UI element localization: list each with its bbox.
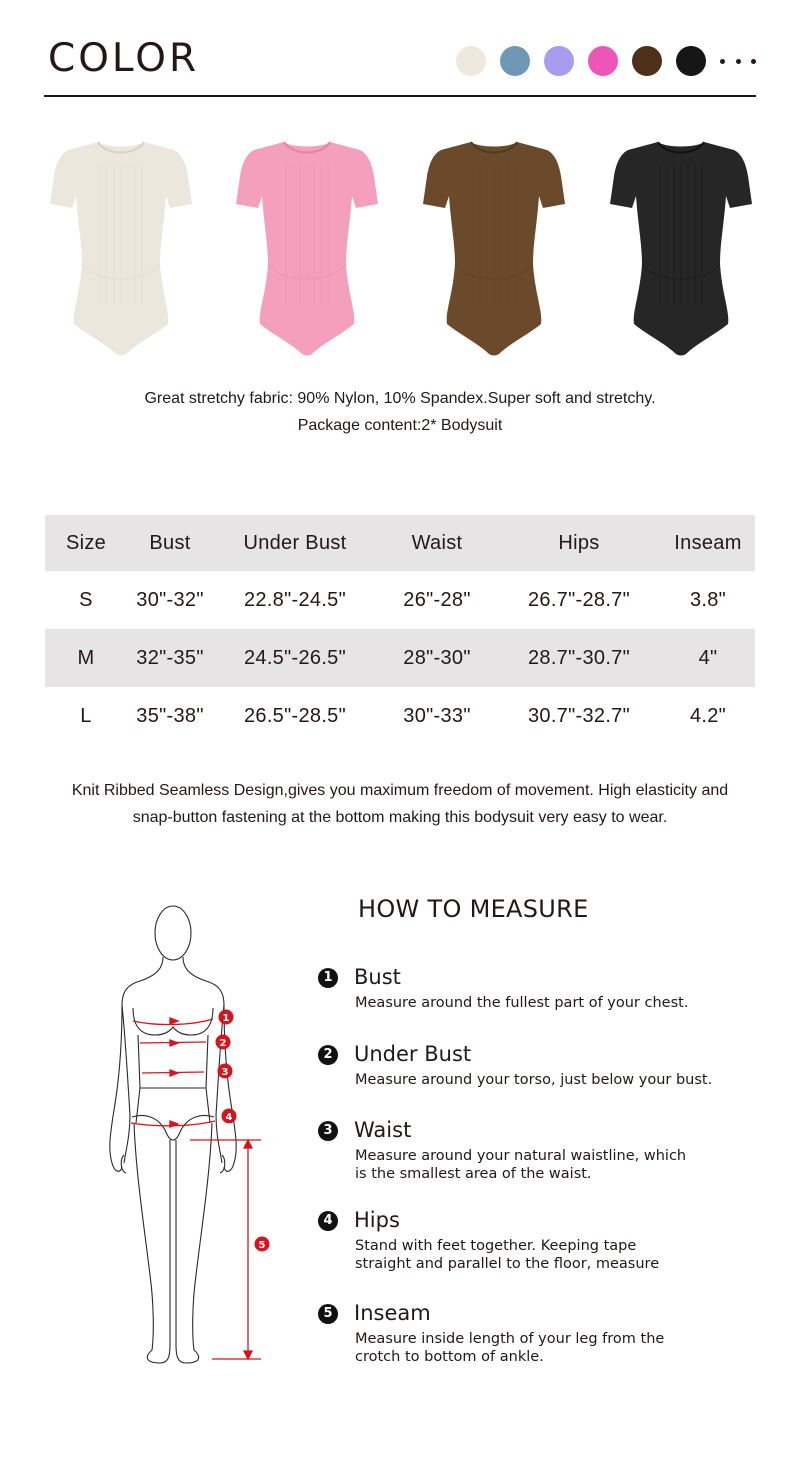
color-swatch-list	[442, 46, 756, 76]
cell-under-bust: 26.5"-28.5"	[243, 704, 346, 727]
size-chart-table	[45, 515, 755, 745]
table-row	[45, 687, 755, 745]
step-text: Stand with feet together. Keeping tape straight and parallel to the floor, measure	[355, 1238, 660, 1272]
cell-waist: 26"-28"	[403, 588, 471, 611]
svg-text:3: 3	[221, 1067, 229, 1078]
pink-bodysuit-image[interactable]	[232, 134, 382, 356]
features-text-line1: Knit Ribbed Seamless Design,gives you maximum freedom of movement. High elasticity and	[71, 782, 729, 799]
number-1-icon: 1	[318, 968, 338, 988]
fabric-description	[0, 385, 800, 439]
step-title: Bust	[354, 965, 401, 989]
swatch-lavender[interactable]	[544, 46, 574, 76]
svg-text:1: 1	[222, 1013, 230, 1024]
measure-lines	[131, 1018, 261, 1359]
step-text: Measure around your torso, just below your bust.	[355, 1072, 713, 1088]
number-3-icon: 3	[318, 1121, 338, 1141]
cell-size: L	[80, 704, 92, 727]
brown-bodysuit-image[interactable]	[419, 134, 569, 356]
number-2-icon: 2	[318, 1045, 338, 1065]
svg-text:4: 4	[225, 1112, 233, 1123]
cell-size: S	[79, 588, 93, 611]
header-waist: Waist	[411, 531, 463, 554]
cell-bust: 32"-35"	[136, 646, 204, 669]
step-text: Measure around your natural waistline, which is the smallest area of the waist.	[355, 1148, 687, 1182]
swatch-black[interactable]	[676, 46, 706, 76]
swatch-hot-pink[interactable]	[588, 46, 618, 76]
step-title: Inseam	[354, 1301, 431, 1325]
cell-hips: 28.7"-30.7"	[527, 646, 630, 669]
color-header	[44, 0, 756, 97]
product-gallery	[0, 120, 800, 360]
swatch-dusty-blue[interactable]	[500, 46, 530, 76]
header-inseam: Inseam	[674, 531, 742, 554]
cell-waist: 30"-33"	[403, 704, 471, 727]
color-title: COLOR	[48, 36, 200, 81]
cell-waist: 28"-30"	[403, 646, 471, 669]
black-bodysuit-image[interactable]	[606, 134, 756, 356]
step-text: Measure inside length of your leg from the crotch to bottom of ankle.	[355, 1331, 665, 1365]
table-row	[45, 571, 755, 629]
ellipsis-icon[interactable]	[720, 59, 756, 64]
number-5-icon: 5	[318, 1304, 338, 1324]
step-title: Waist	[354, 1118, 412, 1142]
cell-under-bust: 24.5"-26.5"	[243, 646, 346, 669]
header-hips: Hips	[558, 531, 600, 554]
cell-inseam: 4.2"	[689, 704, 727, 727]
cell-hips: 30.7"-32.7"	[527, 704, 630, 727]
cell-inseam: 4"	[698, 646, 718, 669]
swatch-brown[interactable]	[632, 46, 662, 76]
how-to-measure-title: HOW TO MEASURE	[358, 895, 589, 923]
swatch-cream[interactable]	[456, 46, 486, 76]
measurement-figure	[100, 895, 290, 1375]
table-row	[45, 629, 755, 687]
step-text: Measure around the fullest part of your chest.	[355, 995, 689, 1011]
svg-text:2: 2	[219, 1038, 227, 1049]
header-under-bust: Under Bust	[243, 531, 347, 554]
features-text-line2: snap-button fastening at the bottom making this bodysuit very easy to wear.	[132, 809, 668, 826]
step-title: Hips	[354, 1208, 400, 1232]
header-bust: Bust	[149, 531, 191, 554]
cell-under-bust: 22.8"-24.5"	[243, 588, 346, 611]
cell-bust: 30"-32"	[136, 588, 204, 611]
svg-text:5: 5	[258, 1240, 266, 1251]
number-4-icon: 4	[318, 1211, 338, 1231]
features-description	[0, 777, 800, 831]
cell-bust: 35"-38"	[136, 704, 204, 727]
header-size: Size	[65, 531, 107, 554]
cell-hips: 26.7"-28.7"	[527, 588, 630, 611]
body-outline-icon	[110, 906, 236, 1363]
cell-inseam: 3.8"	[689, 588, 727, 611]
table-header-row	[45, 515, 755, 571]
measure-markers	[216, 1010, 270, 1252]
fabric-text: Great stretchy fabric: 90% Nylon, 10% Spandex.Super soft and stretchy.	[144, 390, 656, 407]
package-text: Package content:2* Bodysuit	[297, 417, 503, 434]
cream-bodysuit-image[interactable]	[46, 134, 196, 356]
cell-size: M	[77, 646, 95, 669]
step-title: Under Bust	[354, 1042, 472, 1066]
